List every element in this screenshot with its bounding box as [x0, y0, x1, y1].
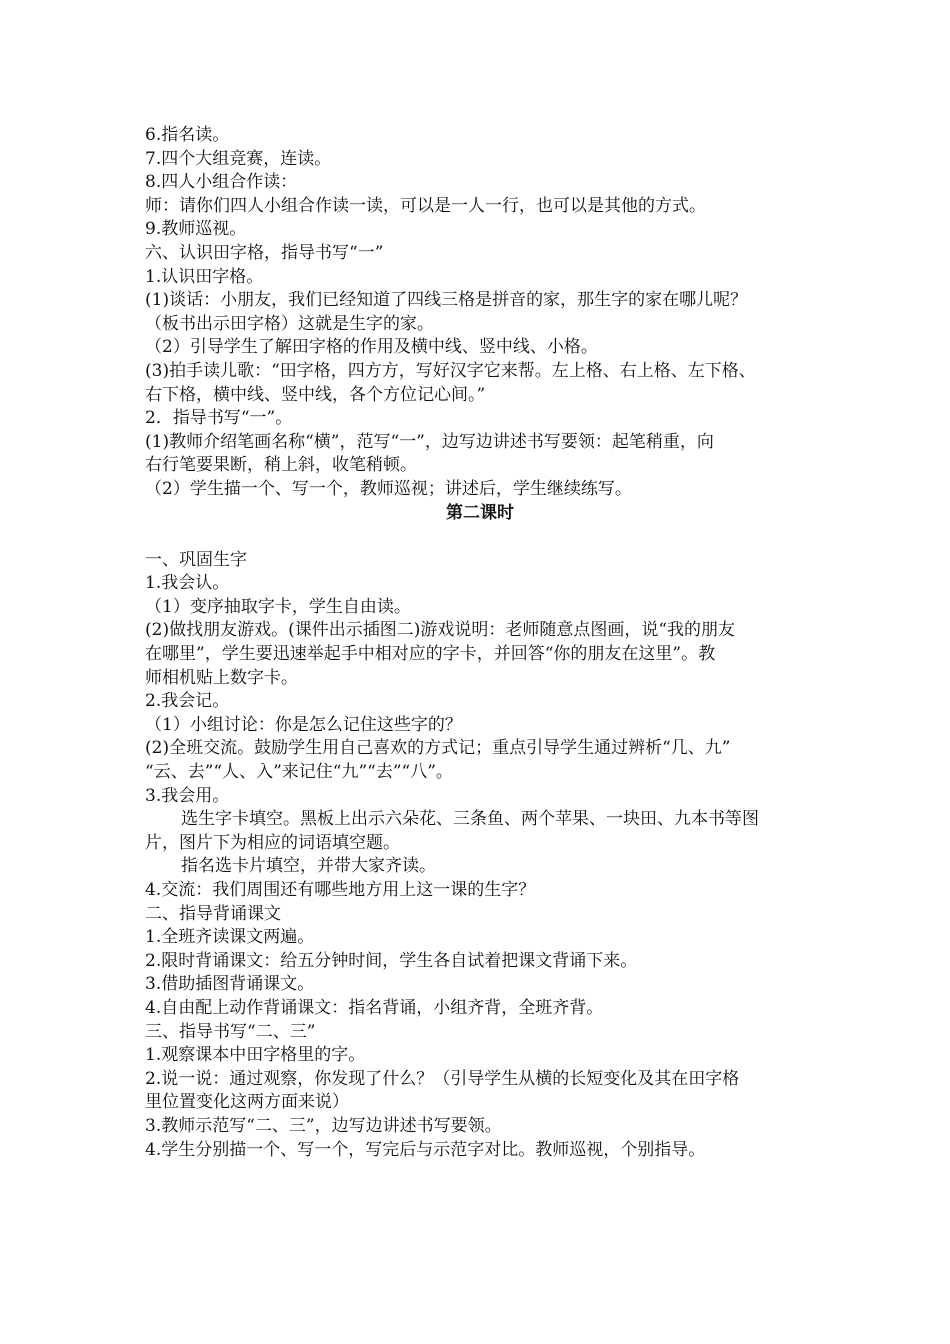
- text-line: 2．指导书写“一”。: [145, 408, 293, 429]
- text-line: (2)全班交流。鼓励学生用自己喜欢的方式记；重点引导学生通过辨析“几、九”: [145, 738, 731, 759]
- text-line: “云、去”“人、入”来记住“九”“去”“八”。: [145, 762, 453, 783]
- text-line: 右下格，横中线、竖中线，各个方位记心间。”: [145, 384, 486, 405]
- text-line: 4.自由配上动作背诵课文：指名背诵，小组齐背，全班齐背。: [145, 997, 604, 1018]
- text-line: 三、指导书写“二、三”: [145, 1021, 316, 1042]
- document-body: [145, 124, 815, 1162]
- text-line: （2）学生描一个、写一个，教师巡视；讲述后，学生继续练写。: [145, 478, 632, 499]
- text-line: 选生字卡填空。黑板上出示六朵花、三条鱼、两个苹果、一块田、九本书等图: [181, 809, 759, 830]
- text-line: 1.我会认。: [145, 573, 230, 594]
- text-line: 4.交流：我们周围还有哪些地方用上这一课的生字？: [145, 880, 536, 900]
- text-line: （板书出示田字格）这就是生字的家。: [145, 313, 434, 334]
- text-line: (1)谈话：小朋友，我们已经知道了四线三格是拼音的家，那生字的家在哪儿呢？: [145, 290, 748, 311]
- text-line: (1)教师介绍笔画名称“横”，范写“一”，边写边讲述书写要领：起笔稍重，向: [145, 431, 714, 452]
- text-line: 片，图片下为相应的词语填空题。: [145, 832, 400, 853]
- text-line: 指名选卡片填空，并带大家齐读。: [181, 856, 436, 877]
- text-line: (2)做找朋友游戏。(课件出示插图二)游戏说明：老师随意点图画，说“我的朋友: [145, 620, 736, 641]
- blank-line: [145, 525, 815, 549]
- text-line: （2）引导学生了解田字格的作用及横中线、竖中线、小格。: [145, 337, 598, 358]
- text-line: 3.借助插图背诵课文。: [145, 974, 315, 995]
- text-line: 二、指导背诵课文: [145, 903, 281, 924]
- text-line: 1.认识田字格。: [145, 266, 264, 287]
- text-line: 9.教师巡视。: [145, 219, 247, 240]
- text-line: 师：请你们四人小组合作读一读，可以是一人一行，也可以是其他的方式。: [145, 195, 706, 216]
- text-line: 1.观察课本中田字格里的字。: [145, 1045, 366, 1066]
- text-line: 一、巩固生字: [145, 549, 247, 570]
- text-line: 8.四人小组合作读：: [145, 172, 298, 193]
- text-line: (3)拍手读儿歌：“田字格，四方方，写好汉字它来帮。左上格、右上格、左下格、: [145, 360, 756, 381]
- text-line: 4.学生分别描一个、写一个，写完后与示范字对比。教师巡视，个别指导。: [145, 1139, 706, 1160]
- text-line: 师相机贴上数字卡。: [145, 667, 298, 688]
- text-line: 6.指名读。: [145, 125, 230, 145]
- text-line: 2.限时背诵课文：给五分钟时间，学生各自试着把课文背诵下来。: [145, 950, 638, 971]
- text-line: 右行笔要果断，稍上斜，收笔稍顿。: [145, 455, 417, 476]
- text-line: 3.教师示范写“二、三”，边写边讲述书写要领。: [145, 1115, 502, 1136]
- text-line: 1.全班齐读课文两遍。: [145, 927, 315, 948]
- section-heading: 第二课时: [446, 502, 514, 523]
- text-line: 7.四个大组竞赛，连读。: [145, 148, 332, 169]
- text-line: 里位置变化这两方面来说）: [145, 1092, 349, 1113]
- text-line: 在哪里”，学生要迅速举起手中相对应的字卡，并回答“你的朋友在这里”。教: [145, 644, 716, 665]
- text-line: （1）小组讨论：你是怎么记住这些字的？: [145, 714, 462, 735]
- text-line: 六、认识田字格，指导书写“一”: [145, 242, 384, 263]
- text-line: 3.我会用。: [145, 785, 230, 806]
- text-line: （1）变序抽取字卡，学生自由读。: [145, 596, 411, 617]
- text-line: 2.我会记。: [145, 691, 230, 712]
- text-line: 2.说一说：通过观察，你发现了什么？（引导学生从横的长短变化及其在田字格: [145, 1068, 740, 1089]
